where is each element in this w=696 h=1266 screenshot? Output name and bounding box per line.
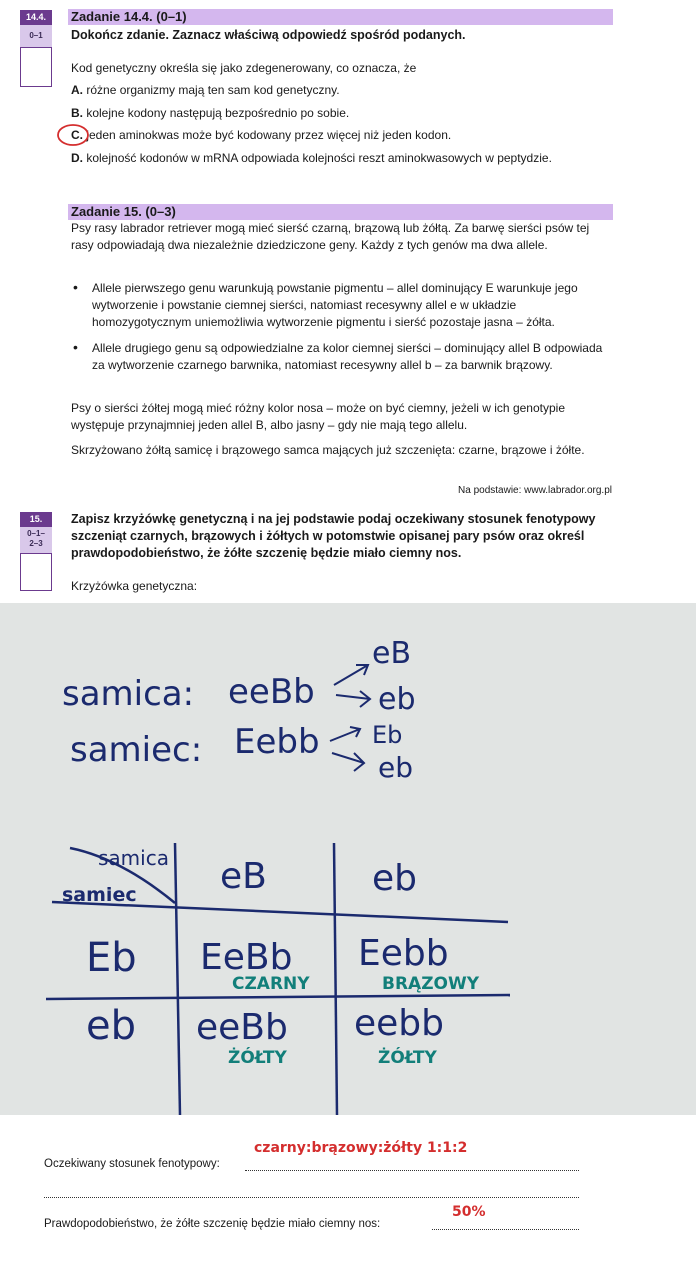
handwriting-svg	[0, 603, 696, 1115]
bullet-icon: •	[73, 339, 78, 355]
arrow-icon	[330, 727, 360, 741]
nose-paragraph: Psy o sierści żółtej mogą mieć różny kolor nosa – może on być ciemny, jeżeli w ich genotypie występuje przynajmniej jeden allel B, albo jasny – gdy nie mają tego allelu.	[71, 401, 565, 432]
grid-corner-bottom: samiec	[62, 884, 137, 906]
option-c[interactable]	[71, 128, 451, 143]
option-letter: D.	[71, 151, 83, 165]
cell-phenotype: ŻÓŁTY	[378, 1048, 437, 1068]
probability-answer-line	[432, 1229, 579, 1230]
option-text: jeden aminokwas może być kodowany przez więcej niż jeden kodon.	[86, 128, 452, 142]
column-gamete-2: eb	[372, 858, 417, 899]
extra-answer-line	[44, 1197, 579, 1198]
male-gamete-1: Eb	[372, 721, 403, 749]
arrow-icon	[336, 691, 370, 707]
male-gamete-2: eb	[378, 751, 413, 784]
bullet-icon: •	[73, 279, 78, 295]
question-text: Zapisz krzyżówkę genetyczną i na jej podstawie podaj oczekiwany stosunek fenotypowy szczeniąt czarnych, brązowych i żółtych w potomstwie opisanej pary psów oraz określ prawdopodobieństwo, że żółte szczenię będzie miało ciemny nos.	[71, 512, 596, 560]
selected-answer-circle	[55, 122, 91, 148]
probability-answer: 50%	[452, 1204, 486, 1220]
male-genotype: Eebb	[234, 722, 320, 762]
row-gamete-2: eb	[86, 1003, 136, 1049]
cell-phenotype: ŻÓŁTY	[228, 1048, 287, 1068]
source-note: Na podstawie: www.labrador.org.pl	[458, 485, 612, 496]
cell-phenotype: CZARNY	[232, 974, 310, 994]
option-b[interactable]	[71, 106, 349, 121]
bullet-text: Allele drugiego genu są odpowiedzialne za kolor ciemnej sierści – dominujący allel B odpowiada za wytworzenie czarnego barwnika, natomiast recesywny allel b – za barwnik brązowy.	[92, 341, 603, 372]
female-gamete-2: eb	[378, 682, 416, 717]
task-tag: 14.4.	[20, 10, 52, 25]
points-badge: 0–1	[20, 25, 52, 47]
grid-corner-top: samica	[98, 846, 169, 870]
option-text: kolejność kodonów w mRNA odpowiada kolejności reszt aminokwasowych w peptydzie.	[86, 151, 552, 165]
option-letter: B.	[71, 106, 83, 120]
female-label: samica:	[62, 674, 195, 714]
handwritten-photo	[0, 603, 696, 1115]
option-a[interactable]	[71, 83, 340, 98]
task-header: Zadanie 14.4. (0–1)	[68, 9, 613, 25]
female-gamete-1: eB	[372, 636, 412, 671]
female-genotype: eeBb	[228, 672, 315, 712]
points-bottom: 2–3	[29, 539, 43, 548]
question-stem: Kod genetyczny określa się jako zdegenerowany, co oznacza, że	[71, 61, 417, 75]
task-tag: 15.	[20, 512, 52, 527]
ratio-answer-line	[245, 1170, 579, 1171]
option-text: różne organizmy mają ten sam kod genetyczny.	[86, 83, 340, 97]
column-gamete-1: eB	[220, 856, 267, 897]
task-header: Zadanie 15. (0–3)	[68, 204, 613, 220]
cell-genotype: Eebb	[358, 933, 449, 974]
score-box	[20, 553, 52, 591]
bullet-text: Allele pierwszego genu warunkują powstanie pigmentu – allel dominujący E warunkuje jego wytworzenie i powstanie ciemnej sierści, natomiast recesywny allel e w układzie homozygotycznym uniemożliwia wytworzenie pigmentu i sierść pozostaje jasna – żółta.	[92, 281, 578, 329]
arrow-icon	[334, 665, 368, 685]
row-gamete-1: Eb	[86, 935, 137, 981]
task-intro: Psy rasy labrador retriever mogą mieć sierść czarną, brązową lub żółtą. Za barwę sierści psów tej rasy odpowiadają dwa niezależnie dziedziczone geny. Każdy z tych genów ma dwa allele.	[71, 221, 590, 252]
cell-phenotype: BRĄZOWY	[382, 974, 480, 994]
cell-genotype: eebb	[354, 1003, 444, 1044]
points-top: 0–1–	[27, 529, 45, 538]
ratio-label: Oczekiwany stosunek fenotypowy:	[44, 1158, 220, 1170]
option-letter: A.	[71, 83, 83, 97]
probability-label: Prawdopodobieństwo, że żółte szczenię będzie miało ciemny nos:	[44, 1218, 381, 1230]
option-letter: C.	[71, 128, 83, 142]
score-box	[20, 47, 52, 87]
cross-paragraph: Skrzyżowano żółtą samicę i brązowego samca mających już szczenięta: czarne, brązowe i żółte.	[71, 443, 585, 457]
task-instruction: Dokończ zdanie. Zaznacz właściwą odpowiedź spośród podanych.	[71, 28, 466, 42]
option-d[interactable]	[71, 151, 552, 166]
male-label: samiec:	[70, 730, 203, 770]
cross-label: Krzyżówka genetyczna:	[71, 579, 198, 593]
points-badge	[20, 527, 52, 553]
cell-genotype: eeBb	[196, 1007, 288, 1048]
cell-genotype: EeBb	[200, 937, 293, 978]
ratio-answer: czarny:brązowy:żółty 1:1:2	[254, 1140, 468, 1156]
option-text: kolejne kodony następują bezpośrednio po sobie.	[86, 106, 350, 120]
arrow-icon	[332, 753, 364, 771]
